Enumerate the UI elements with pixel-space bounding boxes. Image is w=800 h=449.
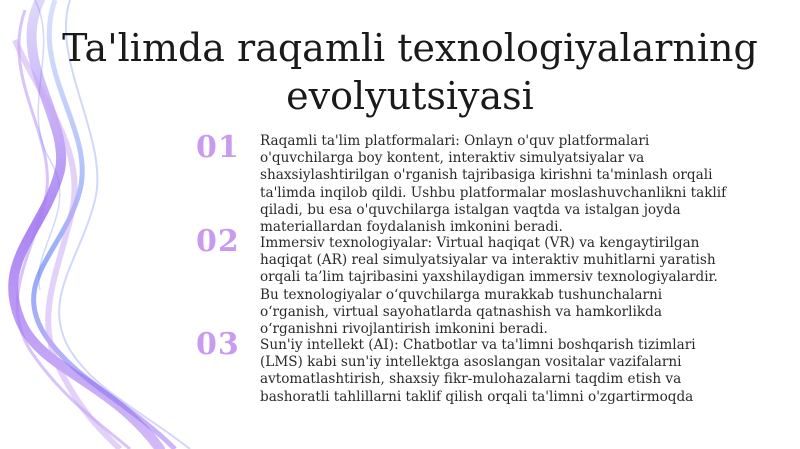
item-number-01: 01 xyxy=(196,130,240,165)
item-number-03: 03 xyxy=(196,327,240,362)
slide-title: Ta'limda raqamli texnologiyalarning evolyutsiyasi xyxy=(62,26,758,118)
item-text-01: Raqamli ta'lim platformalari: Onlayn o'quv platformalari o'quvchilarga boy kontent, interaktiv simulyatsiyalar va shaxsiylashtirilgan o'rganish tajribasiga kirishni ta'minlash orqali ta'limda inqilob qildi. Ushbu platformalar moslashuvchanlikni taklif qiladi, bu esa o'quvchilarga istalgan vaqtda va istalgan joyda materiallardan foydalanish imkonini beradi. xyxy=(260,133,727,236)
item-text-03: Sun'iy intellekt (AI): Chatbotlar va ta'limni boshqarish tizimlari (LMS) kabi sun'iy intellektga asoslangan vositalar vazifalarni avtomatlashtirish, shaxsiy fikr-mulohazalarni taqdim etish va bashoratli tahlillarni taklif qilish orqali ta'limni o'zgartirmoqda xyxy=(260,337,696,405)
item-text-02: Immersiv texnologiyalar: Virtual haqiqat (VR) va kengaytirilgan haqiqat (AR) real simulyatsiyalar va interaktiv muhitlarni yaratish orqali ta’lim tajribasini yaxshilaydigan immersiv texnologiyalardir. Bu texnologiyalar o‘quvchilarga murakkab tushunchalarni o‘rganish, virtual sayohatlarda qatnashish va hamkorlikda o‘rganishni rivojlantirish imkonini beradi. xyxy=(260,235,718,338)
item-number-02: 02 xyxy=(196,224,240,259)
